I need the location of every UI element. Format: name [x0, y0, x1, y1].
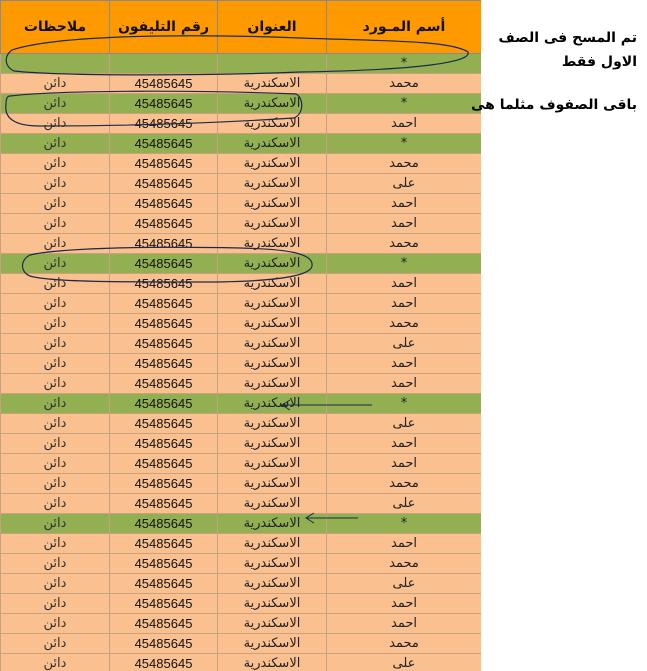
cell-name[interactable]: محمد [327, 554, 482, 574]
cell-address[interactable]: الاسكندرية [218, 554, 327, 574]
cell-phone[interactable]: 45485645 [110, 614, 218, 634]
cell-notes[interactable]: دائن [1, 434, 110, 454]
cell-name[interactable]: محمد [327, 314, 482, 334]
cell-notes[interactable]: دائن [1, 574, 110, 594]
cell-address[interactable]: الاسكندرية [218, 194, 327, 214]
note-first-only: الاول فقط [561, 54, 637, 70]
cell-notes[interactable]: دائن [1, 374, 110, 394]
table-row [1, 474, 482, 494]
table-row [1, 654, 482, 671]
cell-phone[interactable]: 45485645 [110, 654, 218, 671]
cell-name[interactable]: على [327, 174, 482, 194]
cell-address[interactable] [218, 54, 327, 74]
table-row [1, 614, 482, 634]
cell-address[interactable]: الاسكندرية [218, 274, 327, 294]
cell-notes[interactable]: دائن [1, 174, 110, 194]
cell-name[interactable]: احمد [327, 594, 482, 614]
cell-name[interactable]: * [327, 134, 482, 154]
cell-name[interactable]: احمد [327, 294, 482, 314]
cell-address[interactable]: الاسكندرية [218, 454, 327, 474]
cell-address[interactable]: الاسكندرية [218, 114, 327, 134]
cell-notes[interactable]: دائن [1, 314, 110, 334]
cell-notes[interactable]: دائن [1, 74, 110, 94]
cell-name[interactable]: محمد [327, 74, 482, 94]
cell-address[interactable]: الاسكندرية [218, 254, 327, 274]
cell-phone[interactable]: 45485645 [110, 154, 218, 174]
cell-notes[interactable]: دائن [1, 414, 110, 434]
table-row-marked [1, 254, 482, 274]
cell-notes[interactable]: دائن [1, 454, 110, 474]
cell-address[interactable]: الاسكندرية [218, 234, 327, 254]
cell-address[interactable]: الاسكندرية [218, 374, 327, 394]
cell-name[interactable]: محمد [327, 234, 482, 254]
table-row-marked [1, 94, 482, 114]
cell-name[interactable]: على [327, 494, 482, 514]
cell-name[interactable]: محمد [327, 154, 482, 174]
cell-notes[interactable]: دائن [1, 134, 110, 154]
cell-phone[interactable] [110, 54, 218, 74]
note-deleted-first-row: تم المسح فى الصف [498, 30, 637, 46]
table-row-marked [1, 134, 482, 154]
table-row [1, 74, 482, 94]
cell-name[interactable]: على [327, 574, 482, 594]
cell-name[interactable]: على [327, 334, 482, 354]
cell-address[interactable]: الاسكندرية [218, 334, 327, 354]
cell-address[interactable]: الاسكندرية [218, 294, 327, 314]
header-notes[interactable]: ملاحظات [1, 1, 110, 54]
cell-address[interactable]: الاسكندرية [218, 154, 327, 174]
cell-name[interactable]: على [327, 414, 482, 434]
cell-notes[interactable]: دائن [1, 554, 110, 574]
cell-name[interactable]: احمد [327, 534, 482, 554]
table-row-marked [1, 54, 482, 74]
cell-name[interactable]: على [327, 654, 482, 671]
cell-notes[interactable]: دائن [1, 594, 110, 614]
cell-address[interactable]: الاسكندرية [218, 174, 327, 194]
table-row-marked [1, 394, 482, 414]
cell-phone[interactable]: 45485645 [110, 274, 218, 294]
cell-name[interactable]: احمد [327, 194, 482, 214]
table-row [1, 454, 482, 474]
cell-notes[interactable]: دائن [1, 254, 110, 274]
cell-name[interactable]: * [327, 94, 482, 114]
table-row [1, 154, 482, 174]
cell-address[interactable]: الاسكندرية [218, 394, 327, 414]
cell-address[interactable]: الاسكندرية [218, 74, 327, 94]
cell-phone[interactable]: 45485645 [110, 314, 218, 334]
table-row [1, 414, 482, 434]
cell-address[interactable]: الاسكندرية [218, 514, 327, 534]
cell-notes[interactable]: دائن [1, 354, 110, 374]
cell-address[interactable]: الاسكندرية [218, 314, 327, 334]
cell-phone[interactable]: 45485645 [110, 234, 218, 254]
cell-name[interactable]: احمد [327, 434, 482, 454]
cell-notes[interactable]: دائن [1, 514, 110, 534]
cell-address[interactable]: الاسكندرية [218, 494, 327, 514]
cell-phone[interactable]: 45485645 [110, 434, 218, 454]
cell-phone[interactable]: 45485645 [110, 94, 218, 114]
cell-address[interactable]: الاسكندرية [218, 594, 327, 614]
cell-phone[interactable]: 45485645 [110, 414, 218, 434]
cell-address[interactable]: الاسكندرية [218, 534, 327, 554]
cell-notes[interactable]: دائن [1, 294, 110, 314]
table-body [1, 54, 482, 671]
cell-phone[interactable]: 45485645 [110, 134, 218, 154]
cell-notes[interactable] [1, 54, 110, 74]
cell-name[interactable]: احمد [327, 374, 482, 394]
cell-name[interactable]: احمد [327, 354, 482, 374]
table-row [1, 114, 482, 134]
cell-phone[interactable]: 45485645 [110, 114, 218, 134]
cell-phone[interactable]: 45485645 [110, 174, 218, 194]
note-remaining-rows: باقى الصفوف مثلما هى [470, 97, 637, 113]
cell-name[interactable]: * [327, 254, 482, 274]
table-row [1, 574, 482, 594]
cell-name[interactable]: محمد [327, 474, 482, 494]
table-row [1, 594, 482, 614]
table-row [1, 234, 482, 254]
cell-phone[interactable]: 45485645 [110, 294, 218, 314]
cell-phone[interactable]: 45485645 [110, 574, 218, 594]
cell-phone[interactable]: 45485645 [110, 474, 218, 494]
table-row-marked [1, 514, 482, 534]
cell-name[interactable]: احمد [327, 454, 482, 474]
cell-name[interactable]: * [327, 54, 482, 74]
cell-notes[interactable]: دائن [1, 474, 110, 494]
table-row [1, 294, 482, 314]
header-row [1, 1, 482, 54]
table-row [1, 554, 482, 574]
cell-phone[interactable]: 45485645 [110, 254, 218, 274]
table-row [1, 314, 482, 334]
cell-address[interactable]: الاسكندرية [218, 614, 327, 634]
cell-notes[interactable]: دائن [1, 214, 110, 234]
cell-notes[interactable]: دائن [1, 154, 110, 174]
cell-phone[interactable]: 45485645 [110, 214, 218, 234]
cell-address[interactable]: الاسكندرية [218, 414, 327, 434]
cell-notes[interactable]: دائن [1, 634, 110, 654]
header-name[interactable]: أسم المـورد [327, 1, 482, 54]
cell-phone[interactable]: 45485645 [110, 514, 218, 534]
cell-name[interactable]: احمد [327, 274, 482, 294]
cell-notes[interactable]: دائن [1, 194, 110, 214]
cell-address[interactable]: الاسكندرية [218, 94, 327, 114]
cell-address[interactable]: الاسكندرية [218, 654, 327, 671]
cell-phone[interactable]: 45485645 [110, 374, 218, 394]
cell-phone[interactable]: 45485645 [110, 634, 218, 654]
table-row [1, 634, 482, 654]
table-row [1, 334, 482, 354]
table-row [1, 174, 482, 194]
table-row [1, 434, 482, 454]
cell-address[interactable]: الاسكندرية [218, 354, 327, 374]
cell-address[interactable]: الاسكندرية [218, 634, 327, 654]
cell-name[interactable]: احمد [327, 114, 482, 134]
table-row [1, 354, 482, 374]
cell-notes[interactable]: دائن [1, 614, 110, 634]
cell-name[interactable]: احمد [327, 214, 482, 234]
header-phone[interactable]: رقم التليفون [110, 1, 218, 54]
cell-address[interactable]: الاسكندرية [218, 474, 327, 494]
cell-name[interactable]: احمد [327, 614, 482, 634]
cell-name[interactable]: * [327, 394, 482, 414]
cell-phone[interactable]: 45485645 [110, 74, 218, 94]
cell-phone[interactable]: 45485645 [110, 534, 218, 554]
cell-notes[interactable]: دائن [1, 114, 110, 134]
cell-phone[interactable]: 45485645 [110, 594, 218, 614]
table-row [1, 214, 482, 234]
table-row [1, 194, 482, 214]
table-row [1, 274, 482, 294]
table-row [1, 534, 482, 554]
cell-notes[interactable]: دائن [1, 494, 110, 514]
cell-notes[interactable]: دائن [1, 334, 110, 354]
cell-phone[interactable]: 45485645 [110, 554, 218, 574]
cell-name[interactable]: * [327, 514, 482, 534]
cell-address[interactable]: الاسكندرية [218, 214, 327, 234]
instruction-notes [470, 0, 647, 160]
cell-phone[interactable]: 45485645 [110, 394, 218, 414]
cell-notes[interactable]: دائن [1, 274, 110, 294]
cell-notes[interactable]: دائن [1, 394, 110, 414]
cell-notes[interactable]: دائن [1, 534, 110, 554]
cell-phone[interactable]: 45485645 [110, 194, 218, 214]
cell-address[interactable]: الاسكندرية [218, 574, 327, 594]
cell-phone[interactable]: 45485645 [110, 334, 218, 354]
header-address[interactable]: العنوان [218, 1, 327, 54]
cell-name[interactable]: محمد [327, 634, 482, 654]
cell-address[interactable]: الاسكندرية [218, 134, 327, 154]
cell-phone[interactable]: 45485645 [110, 354, 218, 374]
cell-notes[interactable]: دائن [1, 234, 110, 254]
table-row [1, 494, 482, 514]
cell-notes[interactable]: دائن [1, 654, 110, 671]
table-row [1, 374, 482, 394]
cell-phone[interactable]: 45485645 [110, 454, 218, 474]
cell-phone[interactable]: 45485645 [110, 494, 218, 514]
cell-address[interactable]: الاسكندرية [218, 434, 327, 454]
cell-notes[interactable]: دائن [1, 94, 110, 114]
